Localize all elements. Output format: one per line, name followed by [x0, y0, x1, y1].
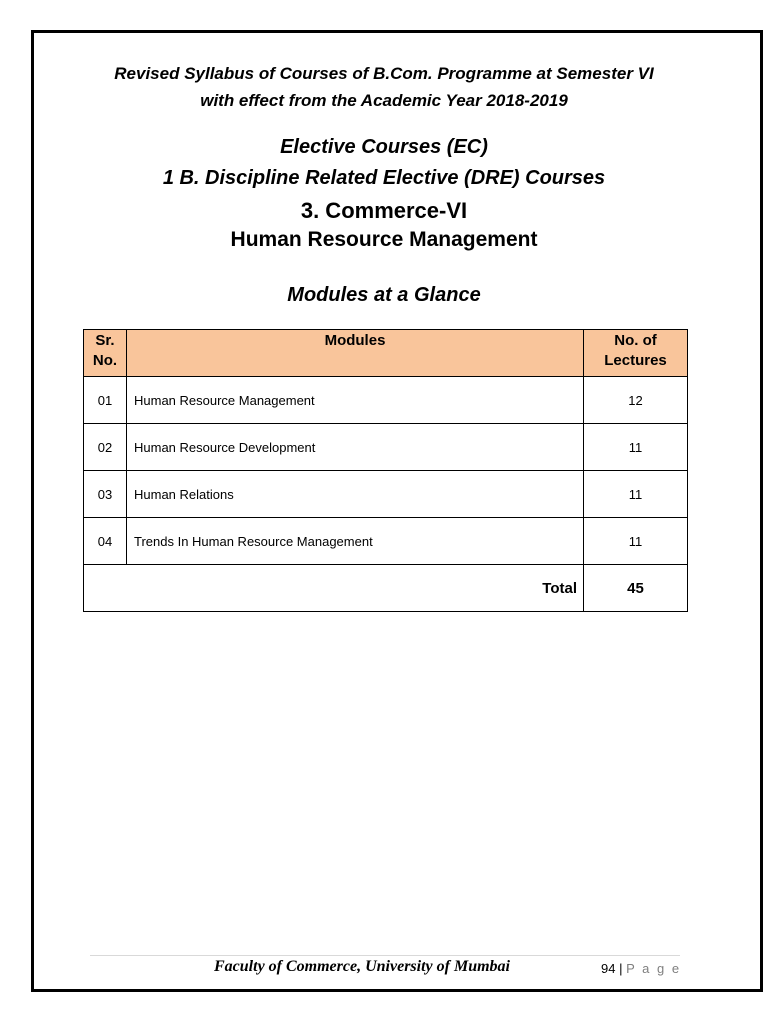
col-header-lectures-line1: No. of — [614, 332, 657, 349]
page-separator: | — [619, 961, 623, 976]
syllabus-title-line2: with effect from the Academic Year 2018-2019 — [200, 91, 568, 110]
row-lectures: 11 — [584, 424, 688, 471]
syllabus-title-line1: Revised Syllabus of Courses of B.Com. Programme at Semester VI — [114, 64, 654, 83]
col-header-modules: Modules — [127, 330, 584, 377]
col-header-lectures — [584, 330, 688, 377]
page-number-block — [601, 961, 681, 976]
row-sr: 02 — [84, 424, 127, 471]
table-header-row — [84, 330, 688, 377]
table-row — [84, 471, 688, 518]
total-label: Total — [84, 565, 584, 612]
row-sr: 03 — [84, 471, 127, 518]
col-header-sr — [84, 330, 127, 377]
row-module: Human Resource Management — [127, 377, 584, 424]
total-value: 45 — [584, 565, 688, 612]
row-module: Human Resource Development — [127, 424, 584, 471]
col-header-lectures-line2: Lectures — [604, 352, 667, 369]
table-row — [84, 377, 688, 424]
course-name: Human Resource Management — [230, 228, 538, 251]
course-number: 3. Commerce-VI — [300, 198, 468, 223]
col-header-sr-line1: Sr. — [95, 332, 115, 349]
row-module: Human Relations — [127, 471, 584, 518]
col-header-sr-line2: No. — [92, 352, 118, 369]
table-total-row — [84, 565, 688, 612]
row-sr: 01 — [84, 377, 127, 424]
section-title: Modules at a Glance — [287, 284, 481, 306]
row-lectures: 11 — [584, 471, 688, 518]
discipline-heading: 1 B. Discipline Related Elective (DRE) Courses — [162, 167, 606, 189]
row-sr: 04 — [84, 518, 127, 565]
table-row — [84, 424, 688, 471]
footer-institution: Faculty of Commerce, University of Mumbai — [214, 958, 510, 975]
row-lectures: 12 — [584, 377, 688, 424]
row-lectures: 11 — [584, 518, 688, 565]
page-word: P a g e — [626, 961, 682, 976]
modules-table — [83, 329, 688, 612]
footer-divider — [90, 955, 680, 956]
row-module: Trends In Human Resource Management — [127, 518, 584, 565]
elective-heading: Elective Courses (EC) — [280, 136, 488, 158]
page-number: 94 — [601, 961, 616, 976]
table-row — [84, 518, 688, 565]
